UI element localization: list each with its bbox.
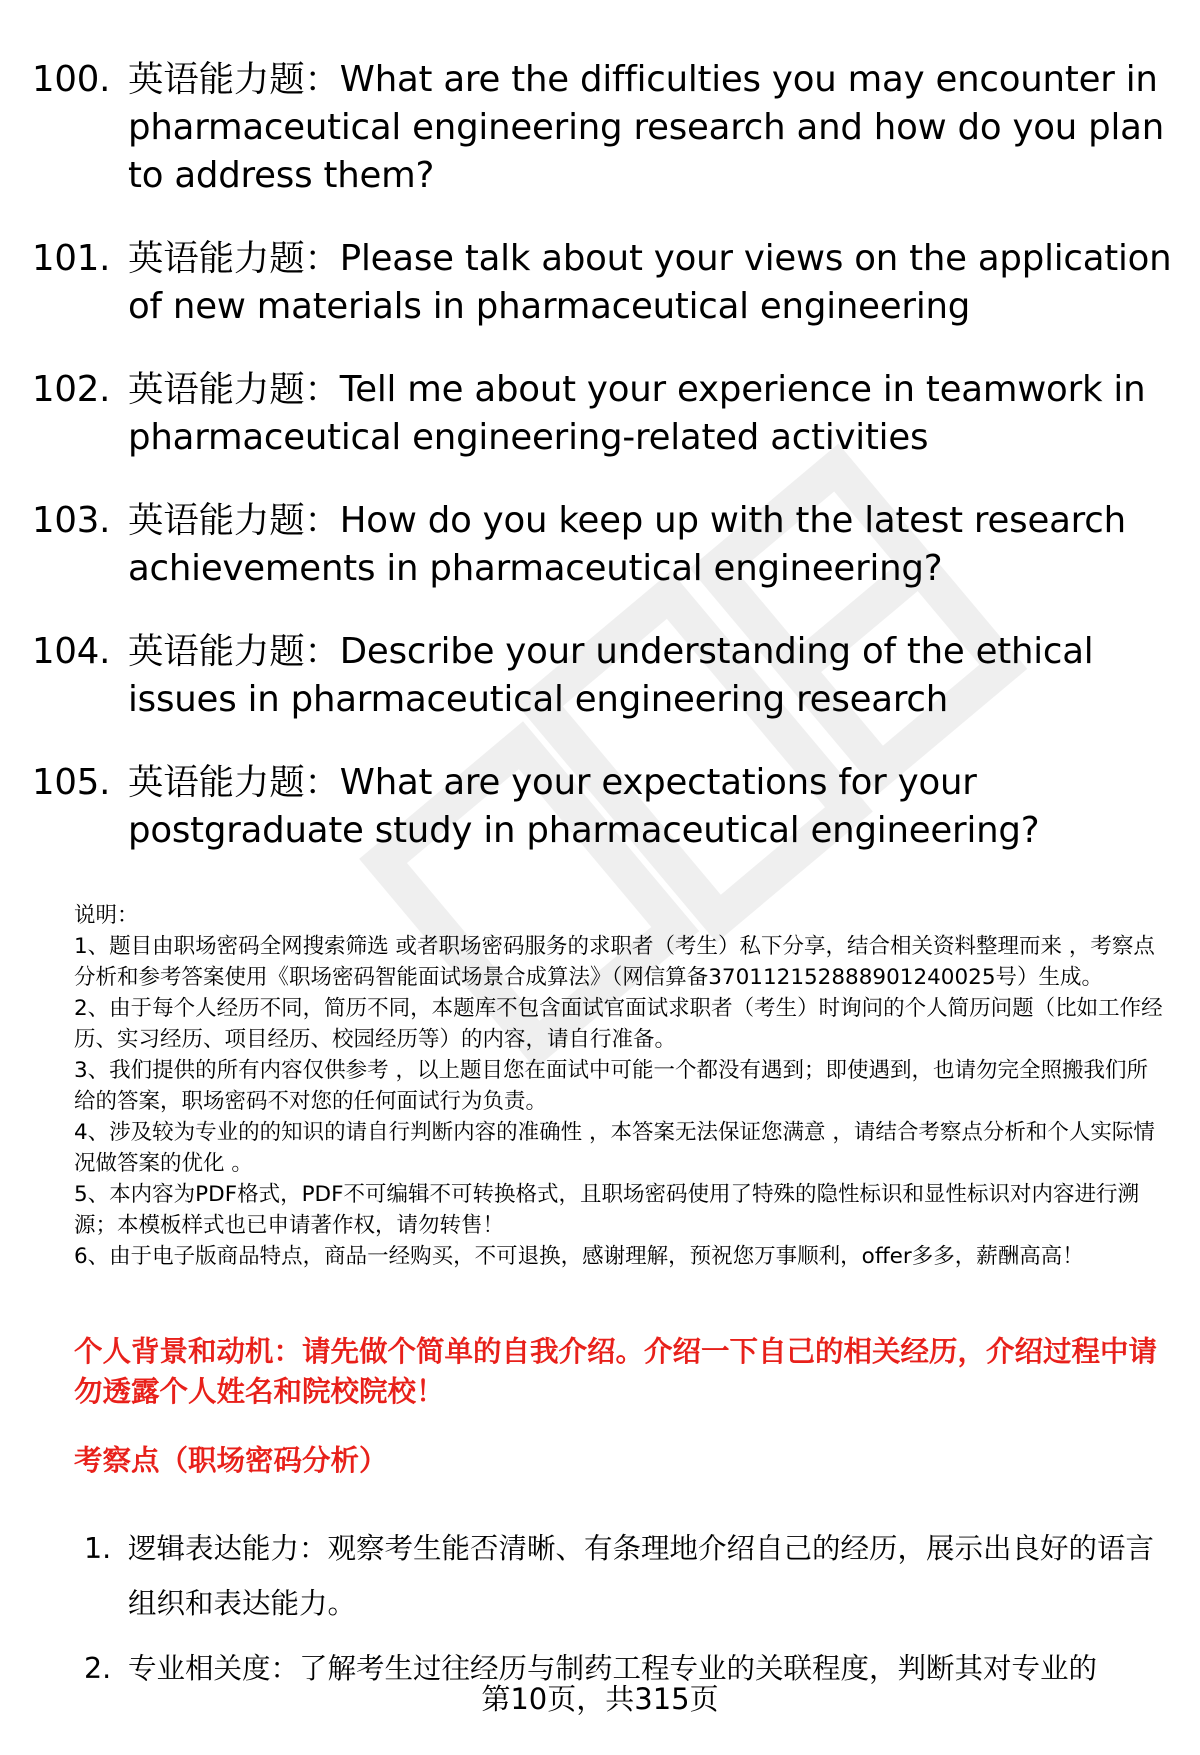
question-number: 100. <box>32 59 111 100</box>
question-item <box>32 628 1172 724</box>
question-text: 英语能力题：Please talk about your views on the application of new materials in pharmaceutical engineering <box>128 238 1172 327</box>
page-footer: 第10页，共315页 <box>481 1682 719 1716</box>
question-number: 101. <box>32 238 111 279</box>
notes-section <box>74 900 1164 1272</box>
note-item: 2、由于每个人经历不同，简历不同，本题库不包含面试官面试求职者（考生）时询问的个人简历问题（比如工作经历、实习经历、项目经历、校园经历等）的内容，请自行准备。 <box>74 996 1163 1052</box>
analysis-title: 考察点（职场密码分析） <box>74 1444 388 1477</box>
question-text: 英语能力题：What are the difficulties you may encounter in pharmaceutical engineering research and how do you plan to address them? <box>128 59 1165 196</box>
note-item: 6、由于电子版商品特点，商品一经购买，不可退换，感谢理解，预祝您万事顺利，offer多多，薪酬高高！ <box>74 1244 1084 1269</box>
question-list <box>32 56 1172 890</box>
point-number: 2. <box>84 1652 112 1685</box>
question-number: 105. <box>32 762 111 803</box>
point-text: 逻辑表达能力：观察考生能否清晰、有条理地介绍自己的经历，展示出良好的语言组织和表达能力。 <box>128 1532 1155 1620</box>
point-text: 专业相关度：了解考生过往经历与制药工程专业的关联程度，判断其对专业的 <box>128 1652 1098 1685</box>
section-question: 个人背景和动机：请先做个简单的自我介绍。介绍一下自己的相关经历，介绍过程中请勿透露个人姓名和院校院校！ <box>74 1335 1158 1408</box>
question-item <box>32 56 1172 200</box>
note-item: 3、我们提供的所有内容仅供参考 ，以上题目您在面试中可能一个都没有遇到；即使遇到，也请勿完全照搬我们所给的答案，职场密码不对您的任何面试行为负责。 <box>74 1058 1149 1114</box>
question-text: 英语能力题：Describe your understanding of the ethical issues in pharmaceutical engineering research <box>128 631 1094 720</box>
question-number: 103. <box>32 500 111 541</box>
question-item <box>32 235 1172 331</box>
question-number: 102. <box>32 369 111 410</box>
note-item: 4、涉及较为专业的的知识的请自行判断内容的准确性 ，本答案无法保证您满意 ，请结合考察点分析和个人实际情况做答案的优化 。 <box>74 1120 1155 1176</box>
note-item: 1、题目由职场密码全网搜索筛选 或者职场密码服务的求职者（考生）私下分享，结合相关资料整理而来 ，考察点分析和参考答案使用《职场密码智能面试场景合成算法》（网信算备370112152888901240025号）生成。 <box>74 934 1155 990</box>
question-text: 英语能力题：Tell me about your experience in teamwork in pharmaceutical engineering-related activities <box>128 369 1146 458</box>
question-item <box>32 497 1172 593</box>
question-item <box>32 366 1172 462</box>
question-number: 104. <box>32 631 111 672</box>
notes-title: 说明： <box>74 903 139 928</box>
question-text: 英语能力题：What are your expectations for your postgraduate study in pharmaceutical engineering? <box>128 762 1040 851</box>
analysis-point <box>84 1521 1154 1631</box>
point-number: 1. <box>84 1532 112 1565</box>
question-text: 英语能力题：How do you keep up with the latest research achievements in pharmaceutical engineering? <box>128 500 1126 589</box>
question-item <box>32 759 1172 855</box>
note-item: 5、本内容为PDF格式，PDF不可编辑不可转换格式，且职场密码使用了特殊的隐性标识和显性标识对内容进行溯源；本模板样式也已申请著作权，请勿转售！ <box>74 1182 1139 1238</box>
